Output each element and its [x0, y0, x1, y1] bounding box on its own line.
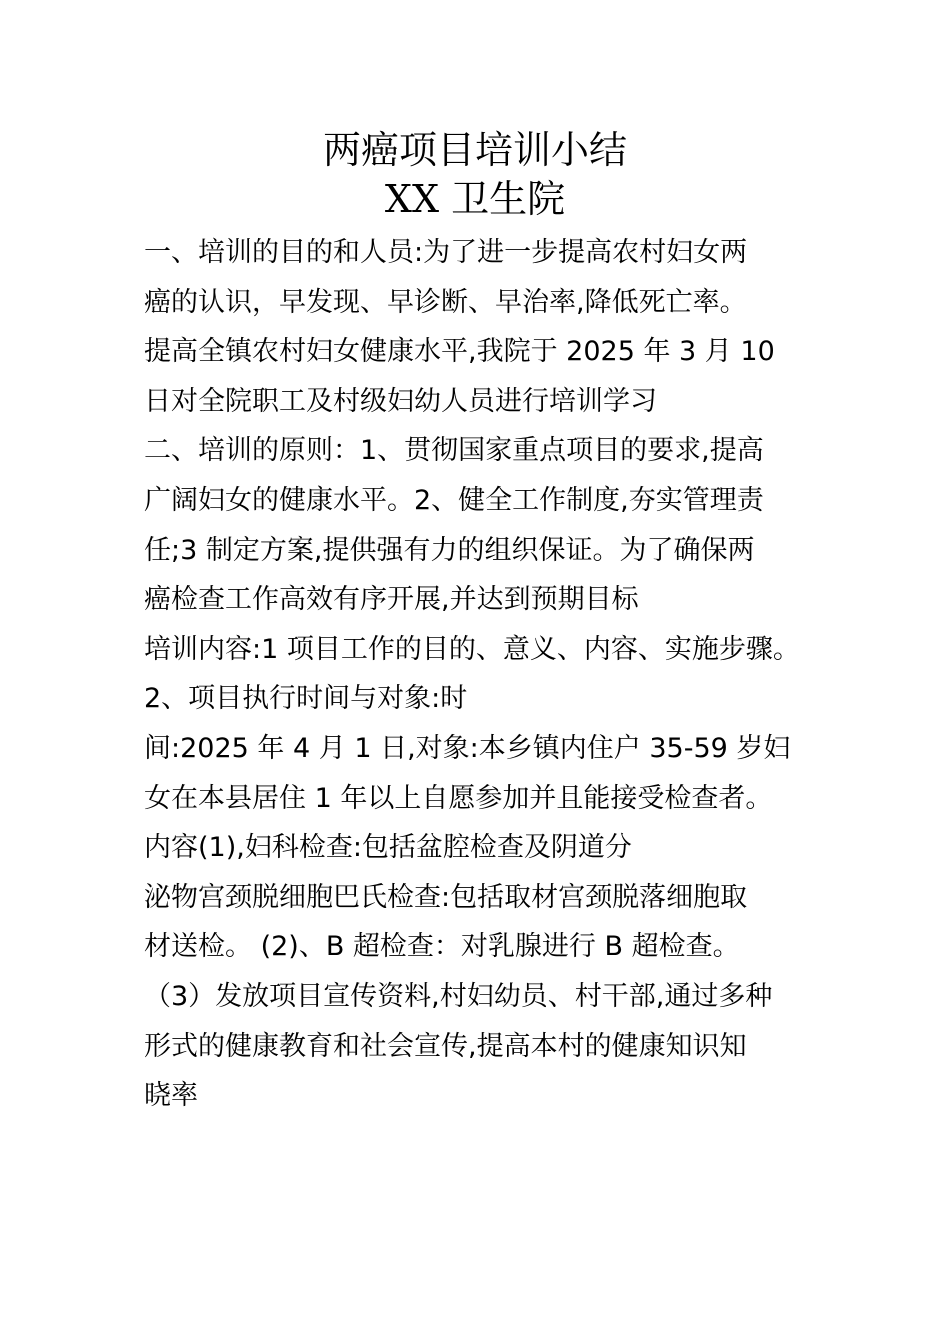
- body-line: 材送检。 (2)、B 超检查：对乳腺进行 B 超检查。: [144, 931, 740, 963]
- body-line: 广阔妇女的健康水平。2、健全工作制度,夯实管理责: [144, 484, 764, 516]
- body-line: 提高全镇农村妇女健康水平,我院于 2025 年 3 月 10: [144, 336, 775, 368]
- body-line: 癌检查工作高效有序开展,并达到预期目标: [144, 584, 639, 616]
- body-line: 二、培训的原则：1、贯彻国家重点项目的要求,提高: [144, 435, 764, 467]
- body-line: 晓率: [144, 1080, 198, 1112]
- body-line: 2、项目执行时间与对象:时: [144, 683, 468, 715]
- body-line: 一、培训的目的和人员:为了进一步提高农村妇女两: [144, 237, 748, 268]
- document-body: [144, 228, 844, 1121]
- body-line: 癌的认识，早发现、早诊断、早治率,降低死亡率。: [144, 286, 747, 318]
- body-line: 泌物宫颈脱细胞巴氏检查:包括取材宫颈脱落细胞取: [144, 881, 748, 913]
- body-line: 内容(1),妇科检查:包括盆腔检查及阴道分: [144, 832, 632, 864]
- body-line: 间:2025 年 4 月 1 日,对象:本乡镇内住户 35-59 岁妇: [144, 732, 791, 764]
- body-line: 女在本县居住 1 年以上自愿参加并且能接受检查者。: [144, 782, 773, 814]
- body-line: 形式的健康教育和社会宣传,提高本村的健康知识知: [144, 1030, 747, 1062]
- document-title: 两癌项目培训小结: [322, 128, 627, 172]
- body-line: 任;3 制定方案,提供强有力的组织保证。为了确保两: [144, 534, 755, 566]
- body-line: 培训内容:1 项目工作的目的、意义、内容、实施步骤。: [144, 633, 800, 665]
- body-line: （3）发放项目宣传资料,村妇幼员、村干部,通过多种: [144, 980, 773, 1012]
- body-line: 日对全院职工及村级妇幼人员进行培训学习: [144, 385, 657, 417]
- document-subtitle: XX 卫生院: [384, 177, 566, 221]
